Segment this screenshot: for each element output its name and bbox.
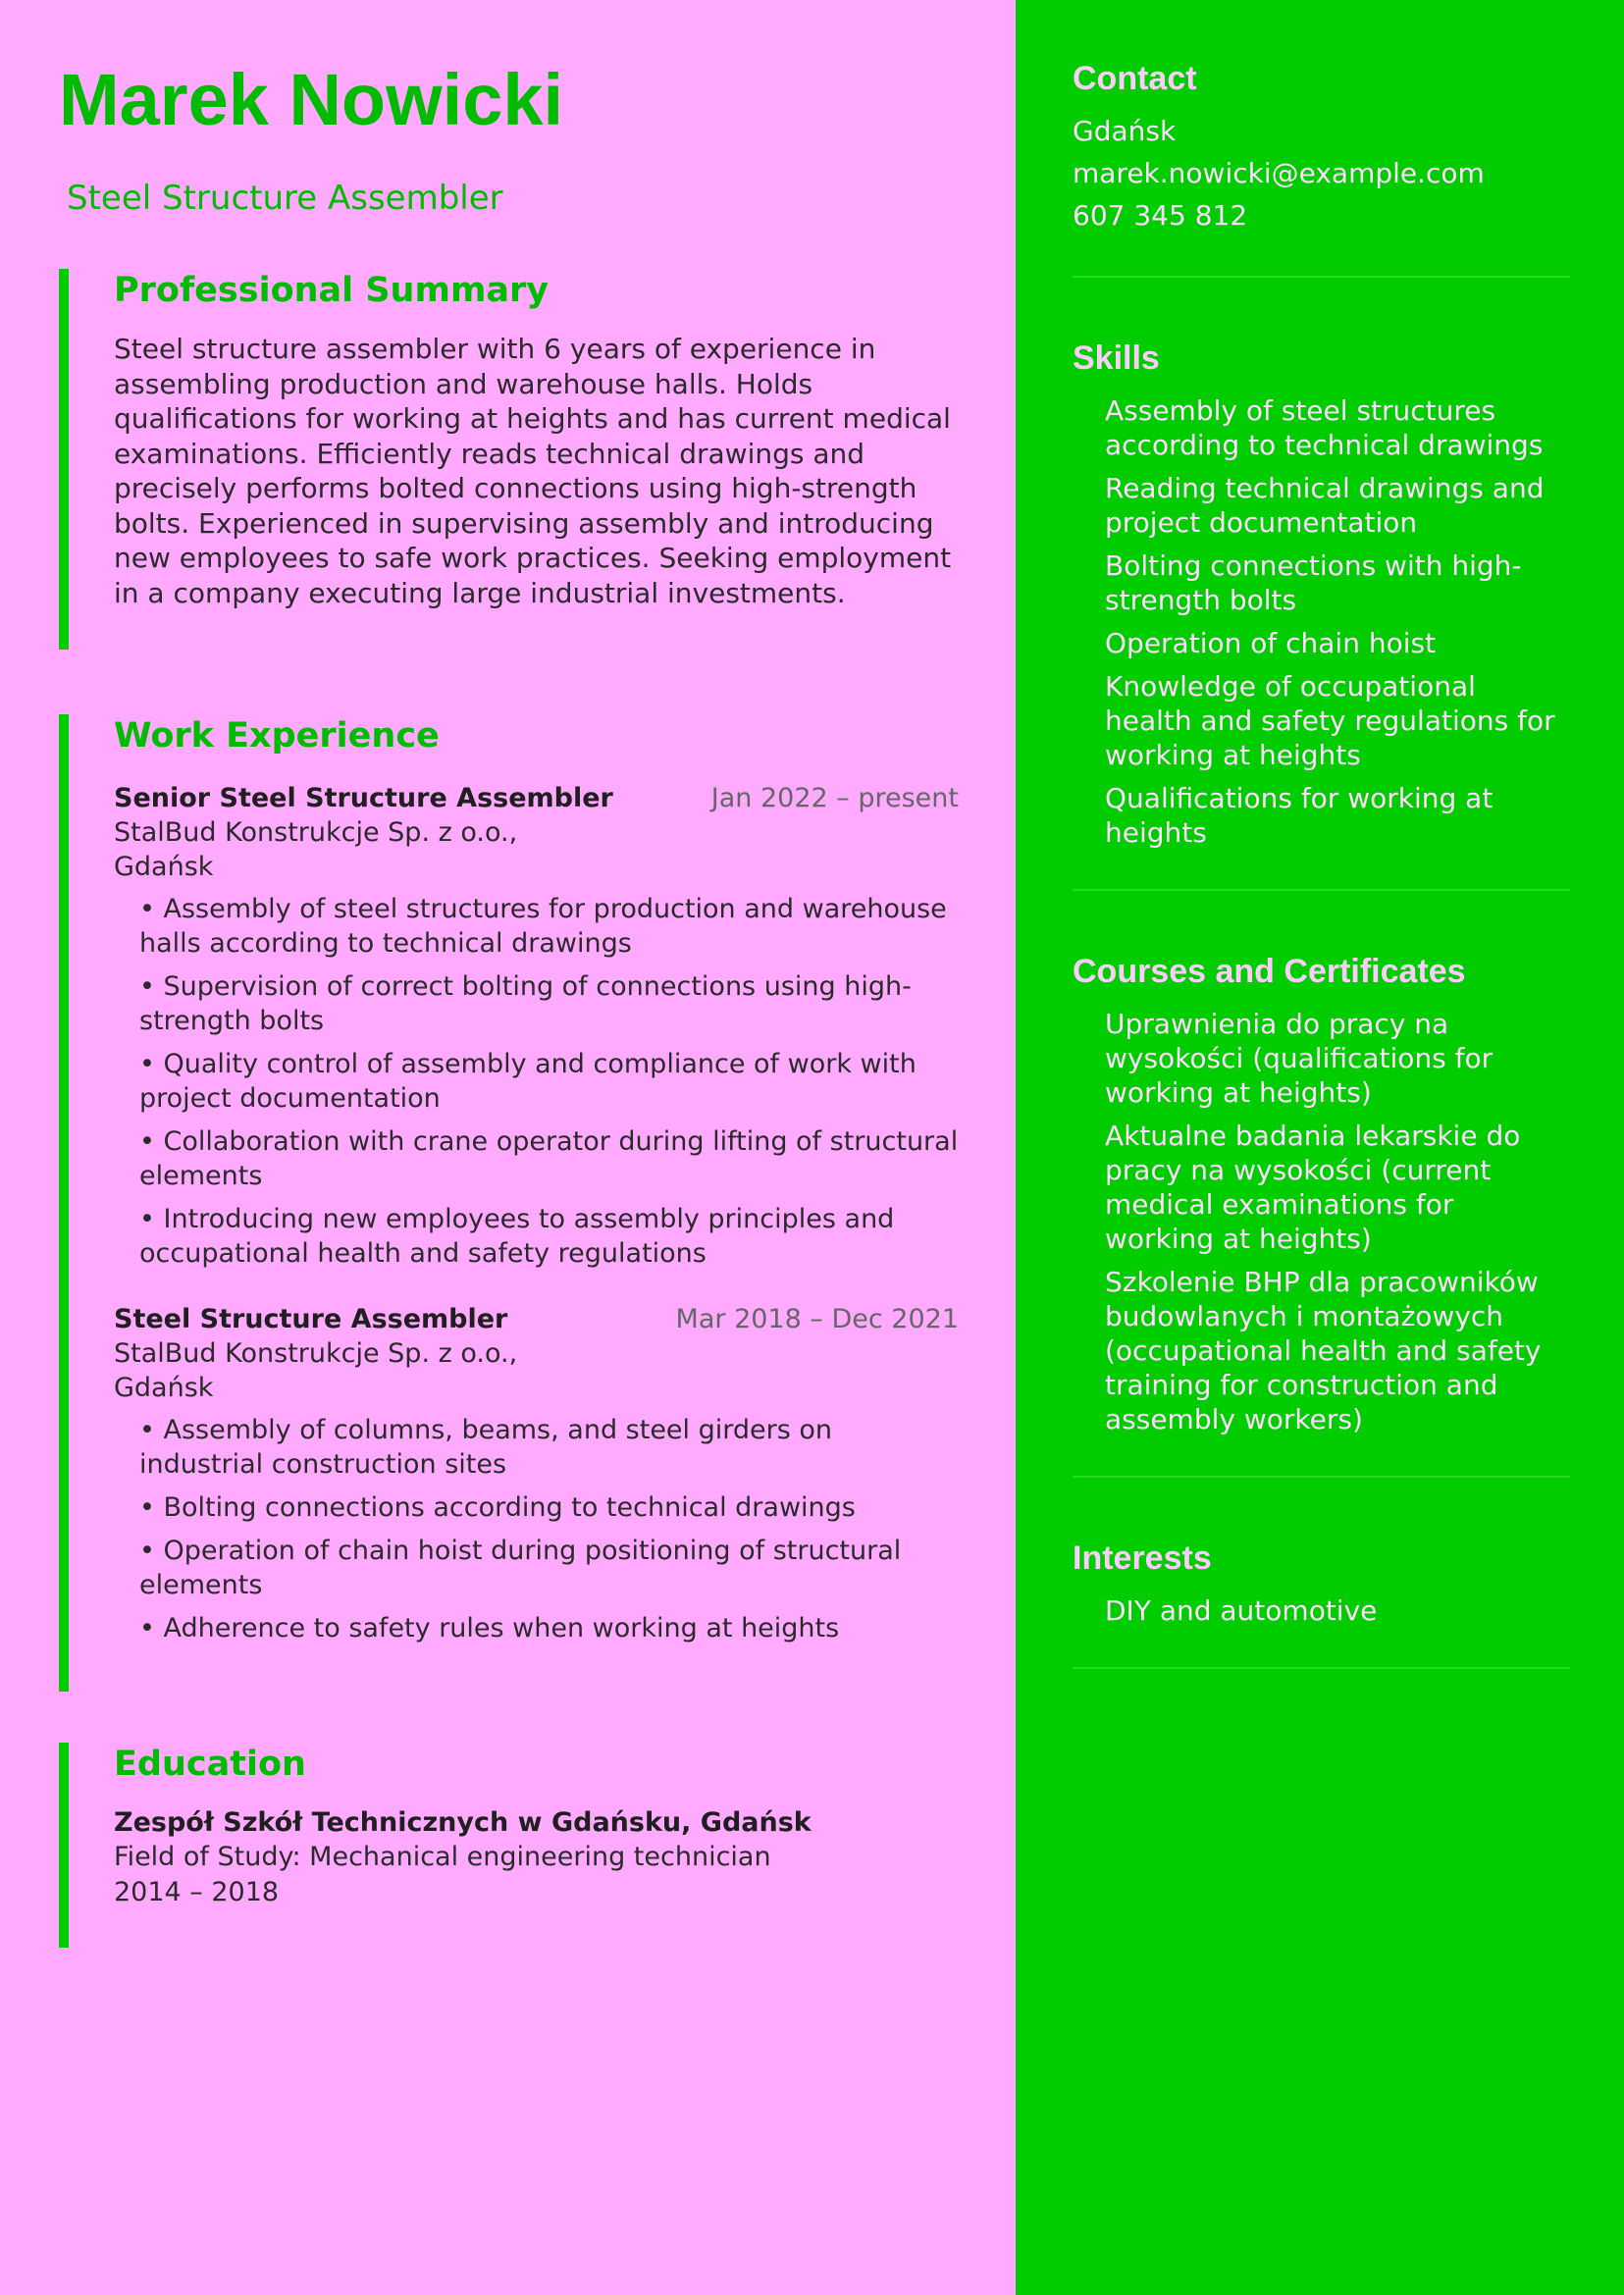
list-item: • Operation of chain hoist during positioning of structural elements (139, 1536, 902, 1600)
list-item: • Collaboration with crane operator during lifting of structural elements (139, 1126, 959, 1191)
experience-section (59, 714, 959, 1692)
interests-list (1073, 1593, 1570, 1628)
job-dates: Jan 2022 – present (710, 783, 959, 813)
contact-email[interactable]: marek.nowicki@example.com (1073, 157, 1485, 189)
list-item: • Supervision of correct bolting of connections using high-strength bolts (139, 971, 912, 1036)
skills-heading: Skills (1073, 339, 1160, 377)
education-section (59, 1743, 959, 1948)
list-item: Bolting connections with high-strength bolts (1105, 549, 1522, 616)
list-item: Szkolenie BHP dla pracowników budowlanych i montażowych (occupational health and safety training for construction and assembly workers) (1105, 1266, 1542, 1435)
interests-heading: Interests (1073, 1539, 1212, 1577)
job-title: Steel Structure Assembler (114, 1304, 508, 1334)
candidate-name: Marek Nowicki (59, 59, 564, 140)
contact-heading: Contact (1073, 60, 1197, 97)
education-field: Field of Study: Mechanical engineering technician (114, 1842, 771, 1872)
list-item: Operation of chain hoist (1105, 627, 1437, 659)
divider (1073, 889, 1570, 891)
job-entry (114, 1304, 959, 1645)
job-dates: Mar 2018 – Dec 2021 (675, 1304, 959, 1334)
list-item: • Assembly of columns, beams, and steel girders on industrial construction sites (139, 1415, 833, 1480)
courses-list (1073, 1007, 1570, 1436)
education-years: 2014 – 2018 (114, 1877, 280, 1907)
job-company: StalBud Konstrukcje Sp. z o.o., Gdańsk (114, 1338, 518, 1403)
list-item: • Quality control of assembly and compliance of work with project documentation (139, 1049, 917, 1114)
job-company: StalBud Konstrukcje Sp. z o.o., Gdańsk (114, 817, 518, 882)
divider (1073, 1476, 1570, 1478)
list-item: Uprawnienia do pracy na wysokości (qualifications for working at heights) (1105, 1008, 1493, 1109)
experience-heading: Work Experience (114, 716, 440, 756)
job-title: Senior Steel Structure Assembler (114, 783, 613, 813)
list-item: DIY and automotive (1105, 1594, 1378, 1627)
list-item: Knowledge of occupational health and safety regulations for working at heights (1105, 670, 1555, 771)
list-item: Reading technical drawings and project documentation (1105, 472, 1545, 539)
list-item: • Bolting connections according to technical drawings (139, 1492, 856, 1523)
list-item: Aktualne badania lekarskie do pracy na wysokości (current medical examinations for working at heights) (1105, 1120, 1521, 1255)
divider (1073, 1667, 1570, 1669)
job-duties (114, 1413, 959, 1645)
courses-heading: Courses and Certificates (1073, 953, 1466, 990)
contact-block (1073, 110, 1570, 236)
summary-heading: Professional Summary (114, 271, 550, 310)
summary-text: Steel structure assembler with 6 years of experience in assembling production and warehouse halls. Holds qualifications for working at heights and has current medical examinations. Efficiently reads technical drawings and precisely performs bolted connections using high-strength bolts. Experienced in supervising assembly and introducing new employees to safe work practices. Seeking employment in a company executing large industrial investments. (114, 333, 952, 609)
summary-section (59, 269, 959, 650)
education-heading: Education (114, 1745, 306, 1784)
contact-phone[interactable]: 607 345 812 (1073, 199, 1248, 232)
list-item: • Introducing new employees to assembly principles and occupational health and safety regulations (139, 1204, 895, 1269)
job-header (114, 1304, 959, 1334)
list-item: • Adherence to safety rules when working at heights (139, 1613, 840, 1643)
candidate-role: Steel Structure Assembler (67, 179, 503, 218)
job-header (114, 783, 959, 813)
list-item: Qualifications for working at heights (1105, 782, 1493, 849)
divider (1073, 276, 1570, 278)
education-school: Zespół Szkół Technicznych w Gdańsku, Gdańsk (114, 1807, 812, 1838)
job-entry (114, 783, 959, 1271)
skills-list (1073, 393, 1570, 850)
list-item: • Assembly of steel structures for production and warehouse halls according to technical drawings (139, 894, 947, 959)
sidebar (1016, 0, 1624, 2295)
job-duties (114, 892, 959, 1271)
contact-city: Gdańsk (1073, 115, 1177, 147)
list-item: Assembly of steel structures according to technical drawings (1105, 394, 1544, 461)
